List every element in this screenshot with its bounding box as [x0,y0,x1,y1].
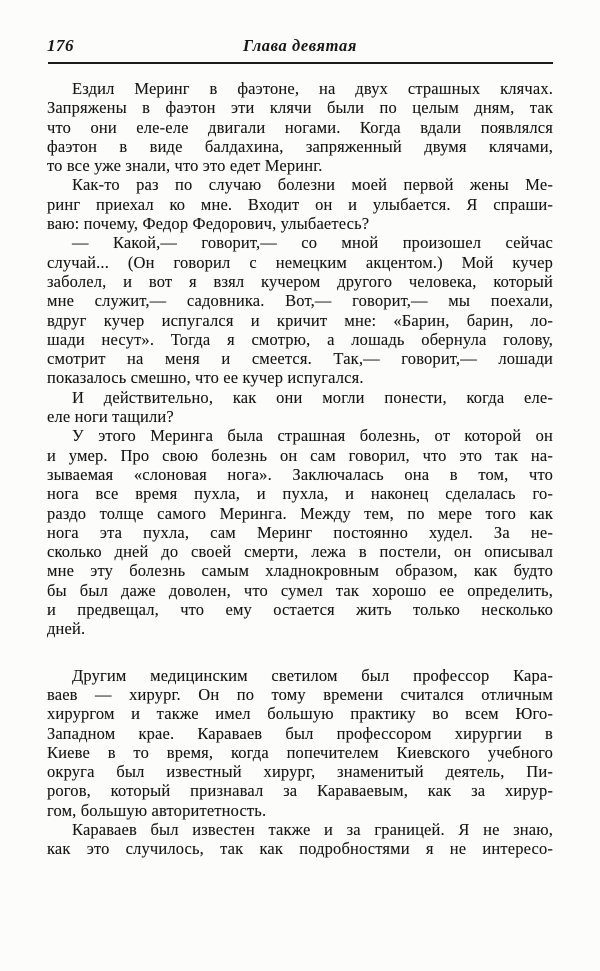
body-text [47,79,553,859]
text-line: Как-то раз по случаю болезни моей первой жены Ме- [72,175,553,195]
paragraph [47,820,553,859]
page-content [47,36,553,859]
text-line: Другим медицинским светилом был профессор Кара- [72,665,553,685]
paragraph [47,79,553,175]
text-line: Караваев был известен также и за границей. Я не знаю, [72,819,553,839]
text-line: и предвещал, что ему остается жить только несколько [47,600,553,620]
text-line: случай... (Он говорил с немецким акцентом.) Мой кучер [47,252,553,272]
text-line: заболел, и вот я взял кучером другого человека, который [47,271,553,291]
chapter-title: Глава девятая [243,36,357,55]
text-line: как это случилось, так как подробностями я не интересо- [47,839,553,859]
text-line: нога эта пухла, сам Меринг постоянно худел. За не- [47,522,553,542]
text-line: мне служит,— садовника. Вот,— говорит,— мы поехали, [47,291,553,311]
paragraph [47,426,553,638]
paragraph [47,175,553,233]
text-line: смотрит на меня и смеется. Так,— говорит,— лошади [47,349,553,369]
text-line: еле ноги тащили? [47,407,174,427]
text-line: вдруг кучер испугался и кричит мне: «Барин, барин, ло- [47,310,553,330]
text-line: — Какой,— говорит,— со мной произошел сейчас [72,233,553,253]
text-line: И действительно, как они могли понести, когда еле- [72,387,553,407]
paragraph [47,666,553,820]
text-line: дней. [47,619,86,639]
text-line: гом, большую авторитетность. [47,800,267,820]
text-line: шади несут». Тогда я смотрю, а лошадь обернула голову, [47,329,553,349]
text-line: ваев — хирург. Он по тому времени считался отличным [47,684,553,704]
header-rule [48,62,553,64]
text-line: и умер. Про свою болезнь он сам говорил, что это так на- [47,445,553,465]
text-line: фаэтон в виде балдахина, запряженный двумя клячами, [47,136,553,156]
text-line: сколько дней до своей смерти, лежа в постели, он описывал [47,542,553,562]
text-line: У этого Меринга была страшная болезнь, от которой он [72,426,553,446]
text-line: нога все время пухла, и пухла, и наконец сделалась го- [47,484,553,504]
text-line: ваю: почему, Федор Федорович, улыбаетесь? [47,214,370,234]
text-line: то все уже знали, что это едет Меринг. [47,156,323,176]
text-line: раздо толще самого Меринга. Между тем, по мере того как [47,503,553,523]
paragraph [47,233,553,387]
text-line: что они еле-еле двигали ногами. Когда вдали появлялся [47,117,553,137]
text-line: Западном крае. Караваев был профессором хирургии в [47,723,553,743]
paragraph [47,388,553,427]
text-line: Киеве в то время, когда попечителем Киевского учебного [47,742,553,762]
text-line: округа был известный хирург, знаменитый деятель, Пи- [47,762,553,782]
text-line: хирургом и также имел большую практику во всем Юго- [47,704,553,724]
text-line: Ездил Меринг в фаэтоне, на двух страшных клячах. [72,79,553,98]
running-head [47,36,553,62]
text-line: ринг приехал ко мне. Входит он и улыбается. Я спраши- [47,194,553,214]
text-line: зываемая «слоновая нога». Заключалась она в том, что [47,464,553,484]
page-number: 176 [47,36,74,55]
text-line: рогов, который признавал за Караваевым, как за хирур- [47,781,553,801]
text-line: показалось смешно, что ее кучер испугался. [47,368,364,388]
text-line: мне эту болезнь самым хладнокровным образом, как будто [47,561,553,581]
text-line: бы был даже доволен, что сумел так хорошо ее определить, [47,580,553,600]
text-line: Запряжены в фаэтон эти клячи были по целым дням, так [47,98,553,118]
